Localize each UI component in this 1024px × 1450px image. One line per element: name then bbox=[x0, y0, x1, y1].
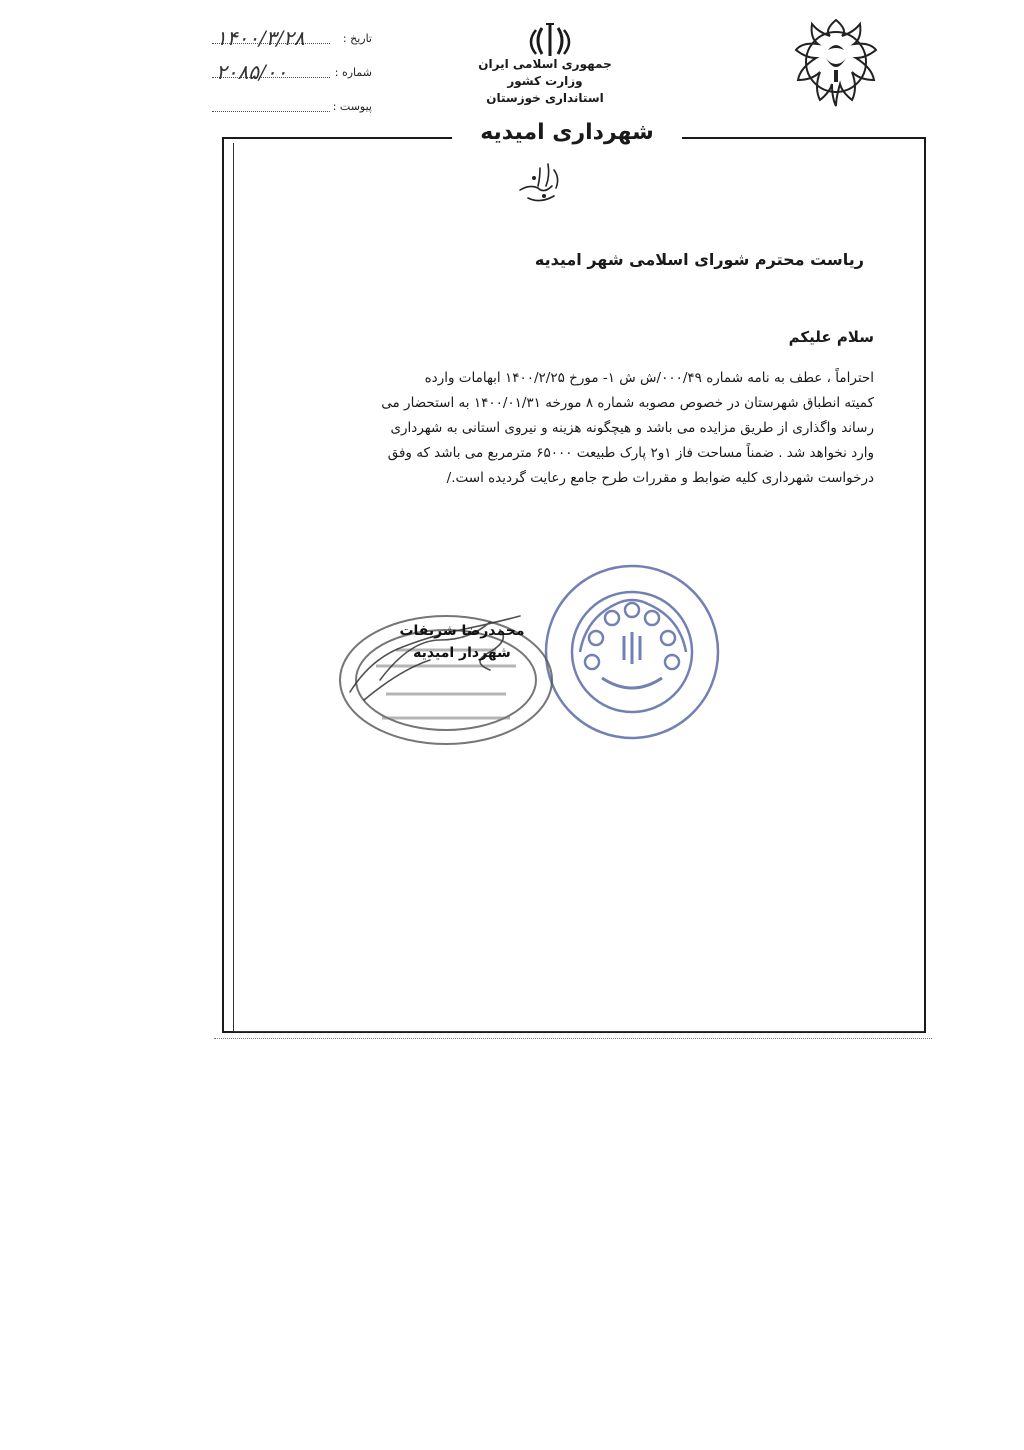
signer-block bbox=[392, 620, 532, 664]
country-name: جمهوری اسلامی ایران bbox=[478, 57, 612, 71]
governorate-name: استانداری خوزستان bbox=[486, 91, 604, 105]
number-label: شماره : bbox=[334, 66, 372, 79]
organization-title: شهرداری امیدیه bbox=[480, 120, 654, 145]
body-line: احتراماً ، عطف به نامه شماره ۰۰۰/۴۹/ش ش ۱- مورخ ۱۴۰۰/۲/۲۵ ابهامات وارده bbox=[424, 370, 874, 386]
ministry-name: وزارت کشور bbox=[507, 74, 583, 88]
title-band bbox=[452, 116, 682, 150]
number-row bbox=[212, 62, 372, 96]
body-line: درخواست شهرداری کلیه ضوابط و مقررات طرح جامع رعایت گردیده است./ bbox=[446, 470, 874, 486]
council-stamp bbox=[540, 560, 725, 745]
iran-emblem-icon bbox=[520, 20, 580, 60]
attachment-dots bbox=[212, 111, 330, 112]
date-row bbox=[212, 28, 372, 62]
salutation: ریاست محترم شورای اسلامی شهر امیدیه bbox=[534, 250, 864, 269]
signer-title: شهردار امیدیه bbox=[413, 645, 511, 661]
date-label: تاریخ : bbox=[342, 32, 372, 45]
greeting: سلام علیکم bbox=[788, 328, 874, 346]
attachment-row bbox=[212, 96, 372, 130]
body-line: کمیته انطباق شهرستان در خصوص مصوبه شماره ۸ مورخه ۱۴۰۰/۰۱/۳۱ به استحضار می bbox=[381, 395, 874, 411]
municipality-logo-icon bbox=[776, 14, 896, 110]
body-line: رساند واگذاری از طریق مزایده می باشد و هیچگونه هزینه و نیروی استانی به شهرداری bbox=[390, 420, 874, 436]
attachment-label: پیوست : bbox=[332, 100, 372, 113]
body-line: وارد نخواهد شد . ضمناً مساحت فاز ۱و۲ پارک طبیعت ۶۵۰۰۰ مترمربع می باشد که وفق bbox=[387, 445, 874, 461]
number-value: ۲۰۸۵/۰۰ bbox=[216, 60, 288, 84]
signer-name: محمدرضا شریفات bbox=[399, 623, 525, 639]
letter-meta bbox=[212, 28, 372, 130]
date-value: ۱۴۰۰/۳/۲۸ bbox=[216, 26, 305, 50]
letterhead bbox=[430, 56, 660, 107]
letter-body bbox=[254, 366, 874, 491]
bottom-rule bbox=[214, 1038, 932, 1039]
handwritten-annotation bbox=[510, 150, 570, 210]
